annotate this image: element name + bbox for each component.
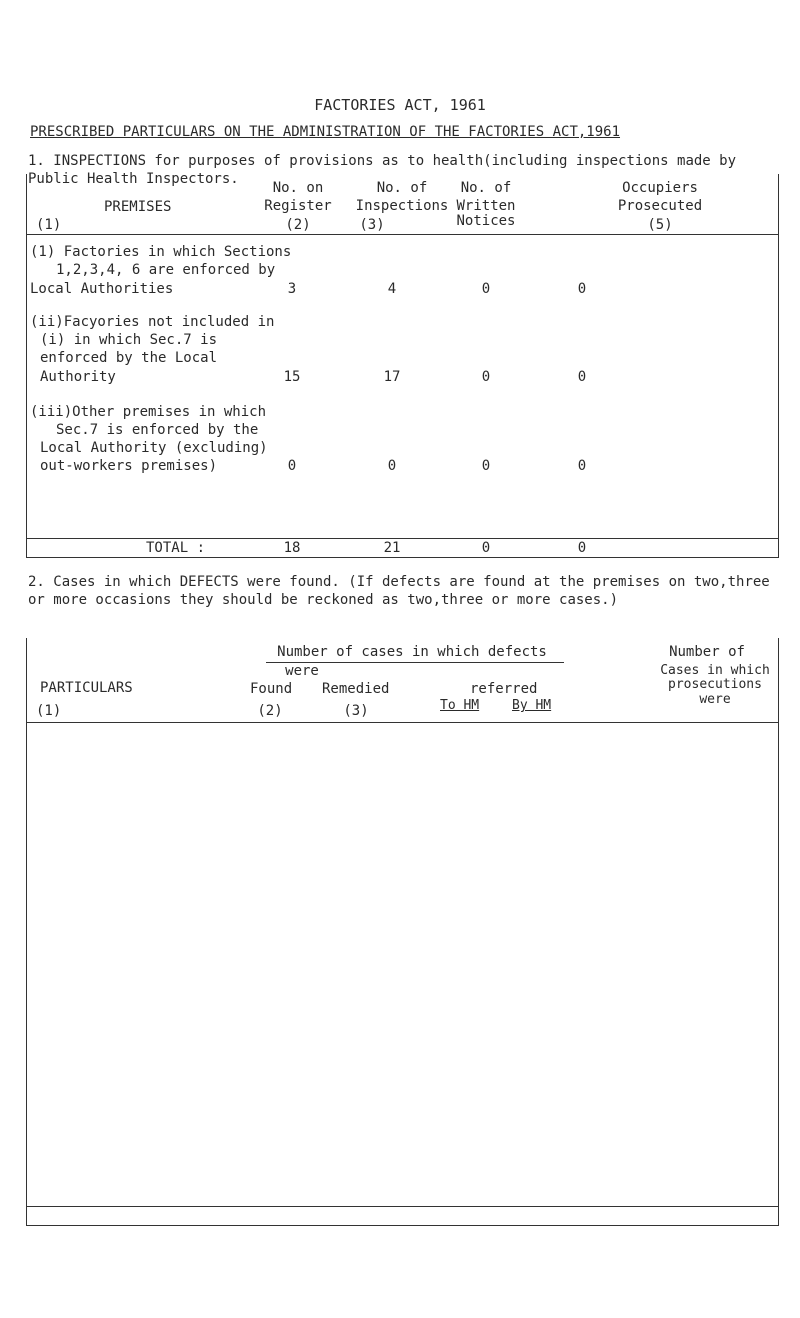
t2-referred-label: referred (470, 681, 538, 697)
t2-col1-num: (1) (36, 703, 62, 719)
t1-row2-register: 15 (283, 369, 301, 385)
t1-col5-line1: Occupiers (622, 180, 698, 196)
t2-col6-line3: prosecutions (668, 677, 762, 692)
t1-col3-line2: Inspections (355, 198, 449, 214)
section1-intro: 1. INSPECTIONS for purposes of provisions as to health(including inspections made by Public Health Inspectors. (28, 153, 737, 187)
section2-intro: 2. Cases in which DEFECTS were found. (If defects are found at the premises on two,three or more occasions they should be reckoned as two,three or more cases.) (28, 574, 770, 608)
t1-row1-inspections: 4 (387, 281, 397, 297)
t1-col5-line2: Prosecuted (617, 198, 703, 214)
t1-row3-prosecuted: 0 (577, 458, 587, 474)
t1-total-inspections: 21 (383, 540, 401, 556)
t1-col1-label: PREMISES (104, 199, 172, 215)
t1-row2-line4: Authority (40, 369, 116, 385)
t1-row2-prosecuted: 0 (577, 369, 587, 385)
table1-right-border (778, 174, 779, 558)
t2-to-hm: To HM (440, 698, 480, 713)
t1-col2-line1: No. on (272, 180, 324, 196)
t1-row1-prosecuted: 0 (577, 281, 587, 297)
t1-row2-line3: enforced by the Local (40, 350, 218, 366)
table1-header-rule (26, 234, 778, 235)
t1-row1-line3: Local Authorities (30, 281, 174, 297)
t1-total-notices: 0 (481, 540, 491, 556)
t1-col3-line1: No. of (376, 180, 428, 196)
table2-right-border (778, 638, 779, 1226)
table2-total-rule (26, 1206, 778, 1207)
page-subtitle: PRESCRIBED PARTICULARS ON THE ADMINISTRATION OF THE FACTORIES ACT,1961 (30, 124, 621, 140)
t1-total-prosecuted: 0 (577, 540, 587, 556)
t1-col2-line2: Register (264, 198, 332, 214)
t2-group-line1: Number of cases in which defects (277, 644, 547, 660)
t2-found-num: (2) (257, 703, 283, 719)
t1-row3-line3: Local Authority (excluding) (40, 440, 268, 456)
t1-row3-inspections: 0 (387, 458, 397, 474)
table1-total-rule (26, 538, 778, 539)
t1-row3-line2: Sec.7 is enforced by the (56, 422, 259, 438)
table2-left-border (26, 638, 27, 1226)
table2-header-rule (26, 722, 778, 723)
t1-col4-line3: Notices (456, 213, 516, 229)
t1-col3-num: (3) (359, 217, 385, 233)
t2-found-label: Found (250, 681, 293, 697)
t1-col4-line2: Written (456, 198, 516, 214)
t2-col6-line1: Number of (669, 644, 745, 660)
t2-remedied-num: (3) (343, 703, 369, 719)
t1-total-label: TOTAL : (146, 540, 206, 556)
table2-bottom-rule (26, 1225, 778, 1226)
t1-row3-register: 0 (287, 458, 297, 474)
t2-remedied-label: Remedied (322, 681, 390, 697)
t1-row2-notices: 0 (481, 369, 491, 385)
t1-row2-line2: (i) in which Sec.7 is (40, 332, 218, 348)
t1-col1-num: (1) (36, 217, 62, 233)
t1-row1-line2: 1,2,3,4, 6 are enforced by (56, 262, 276, 278)
t2-col1-label: PARTICULARS (40, 680, 133, 696)
t1-col5-num: (5) (647, 217, 673, 233)
t1-row3-line1: (iii)Other premises in which (30, 404, 267, 420)
t1-total-register: 18 (283, 540, 301, 556)
t1-row3-notices: 0 (481, 458, 491, 474)
page-title: FACTORIES ACT, 1961 (314, 96, 486, 114)
t1-row3-line4: out-workers premises) (40, 458, 218, 474)
t2-col6-line2: Cases in which (660, 663, 770, 678)
t1-row1-line1: (1) Factories in which Sections (30, 244, 292, 260)
t2-by-hm: By HM (512, 698, 552, 713)
t2-group-line2: were (285, 663, 319, 679)
t1-col4-line1: No. of (460, 180, 512, 196)
t1-row1-register: 3 (287, 281, 297, 297)
t1-row2-inspections: 17 (383, 369, 401, 385)
t2-col6-line4: were (699, 692, 731, 707)
t1-col2-num: (2) (285, 217, 311, 233)
t1-row2-line1: (ii)Facyories not included in (30, 314, 275, 330)
table1-bottom-rule (26, 557, 778, 558)
table1-left-border (26, 174, 27, 558)
t1-row1-notices: 0 (481, 281, 491, 297)
